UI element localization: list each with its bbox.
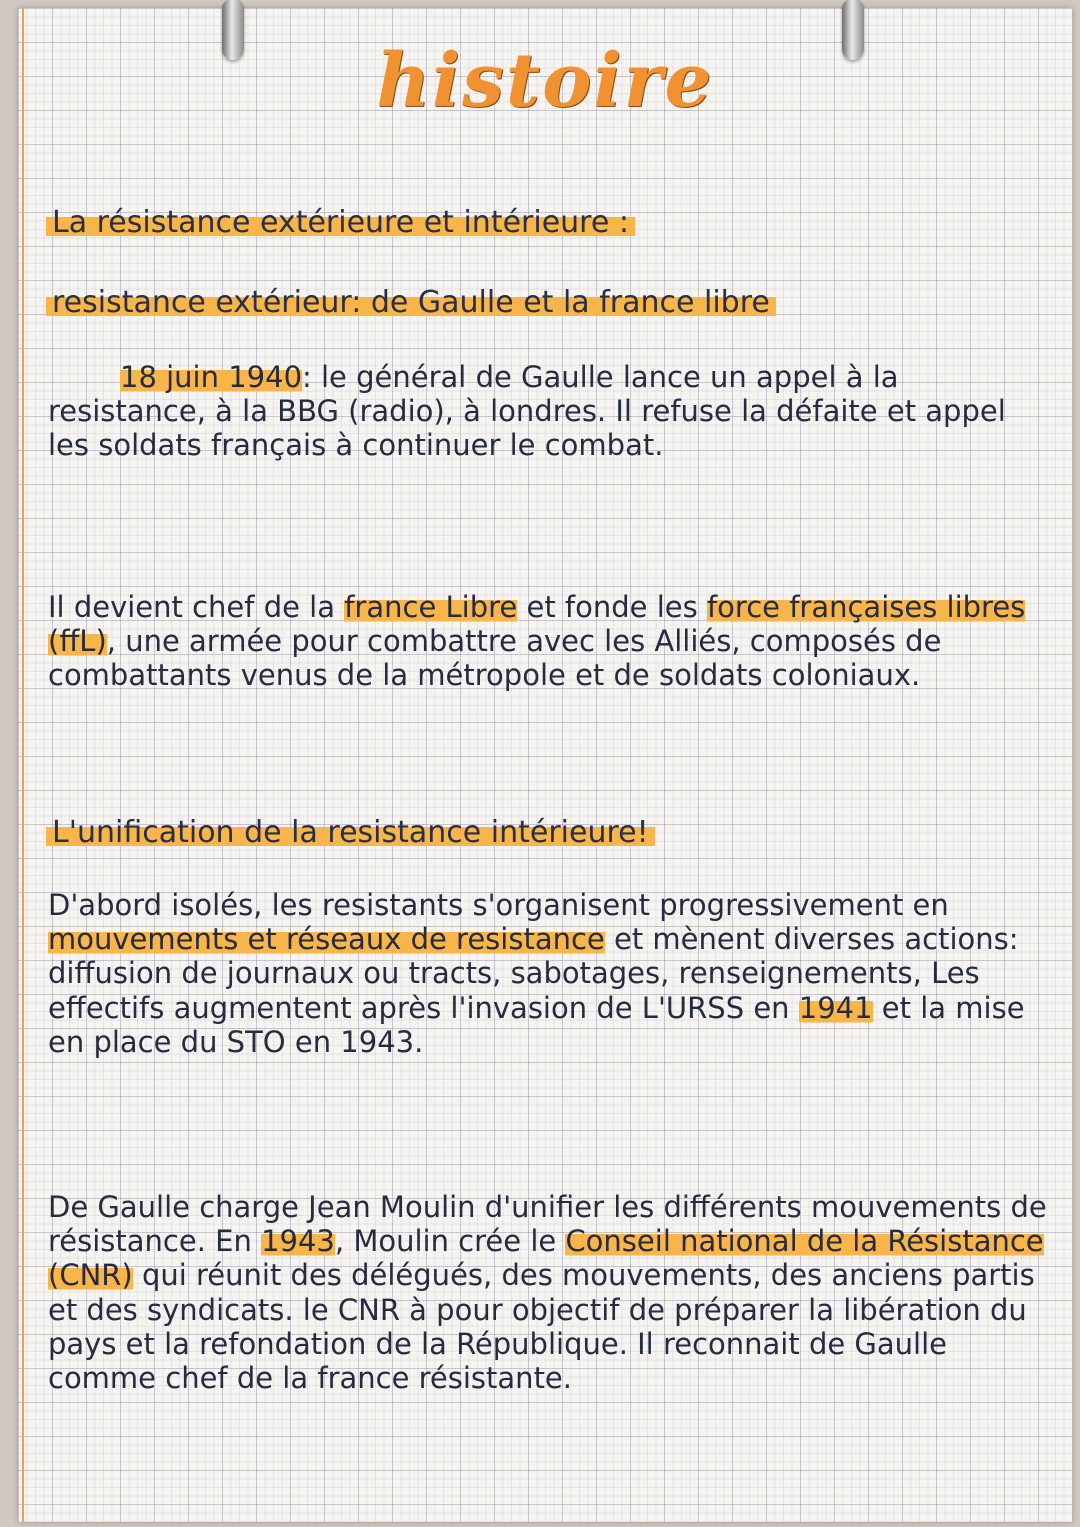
paragraph-resistants (48, 888, 1053, 1059)
highlight-ffl: force françaises libres (ffL) (48, 590, 1026, 659)
paragraph-france-libre-c: , une armée pour combattre avec les Alliés, composés de combattants venus de la métropole et de soldats coloniaux. (48, 624, 942, 693)
paragraph-france-libre-b: et fonde les (517, 590, 707, 624)
paragraph-appel-text: : le général de Gaulle lance un appel à la resistance, à la BBG (radio), à londres. Il refuse la défaite et appel les soldats français à continuer le combat. (48, 360, 1006, 463)
section-heading-1 (46, 204, 635, 242)
paragraph-france-libre (48, 590, 1053, 693)
highlight-france-libre: france Libre (344, 590, 518, 624)
section-heading-3-text: L'unification de la resistance intérieure! (46, 815, 655, 850)
paragraph-cnr-c: qui réunit des délégués, des mouvements, des anciens partis et des syndicats. le CNR à pour objectif de préparer la libération du pays et la refondation de la République. Il reconnait de Gaulle comme chef de la france résistante. (48, 1258, 1035, 1396)
margin-line (22, 8, 24, 1522)
paragraph-resistants-b: et mènent diverses actions: diffusion de journaux ou tracts, sabotages, renseignements, Les effectifs augmentent après l'invasion de L'URSS en (48, 922, 1019, 1025)
section-heading-1-text: La résistance extérieure et intérieure : (46, 205, 635, 240)
paragraph-resistants-a: D'abord isolés, les resistants s'organisent progressivement en (48, 888, 949, 922)
notebook-page (18, 8, 1072, 1522)
paragraph-france-libre-a: Il devient chef de la (48, 590, 345, 624)
highlight-mouvements: mouvements et réseaux de resistance (48, 922, 605, 957)
highlight-cnr: Conseil national de la Résistance (CNR) (48, 1224, 1044, 1293)
paragraph-appel (48, 360, 1053, 463)
paragraph-cnr (48, 1190, 1053, 1395)
paragraph-cnr-b: , Moulin crée le (334, 1224, 566, 1259)
date-highlight: 18 juin 1940 (120, 360, 303, 394)
section-heading-2-text: resistance extérieur: de Gaulle et la france libre (46, 285, 776, 320)
paragraph-cnr-a: De Gaulle charge Jean Moulin d'unifier les différents mouvements de résistance. En (48, 1190, 1047, 1259)
section-heading-3 (46, 814, 655, 852)
paragraph-resistants-c: et la mise en place du STO en 1943. (48, 990, 1025, 1059)
section-heading-2 (46, 284, 776, 322)
highlight-1943: 1943 (261, 1224, 335, 1259)
page-title: histoire (376, 38, 714, 124)
highlight-1941: 1941 (798, 990, 873, 1025)
